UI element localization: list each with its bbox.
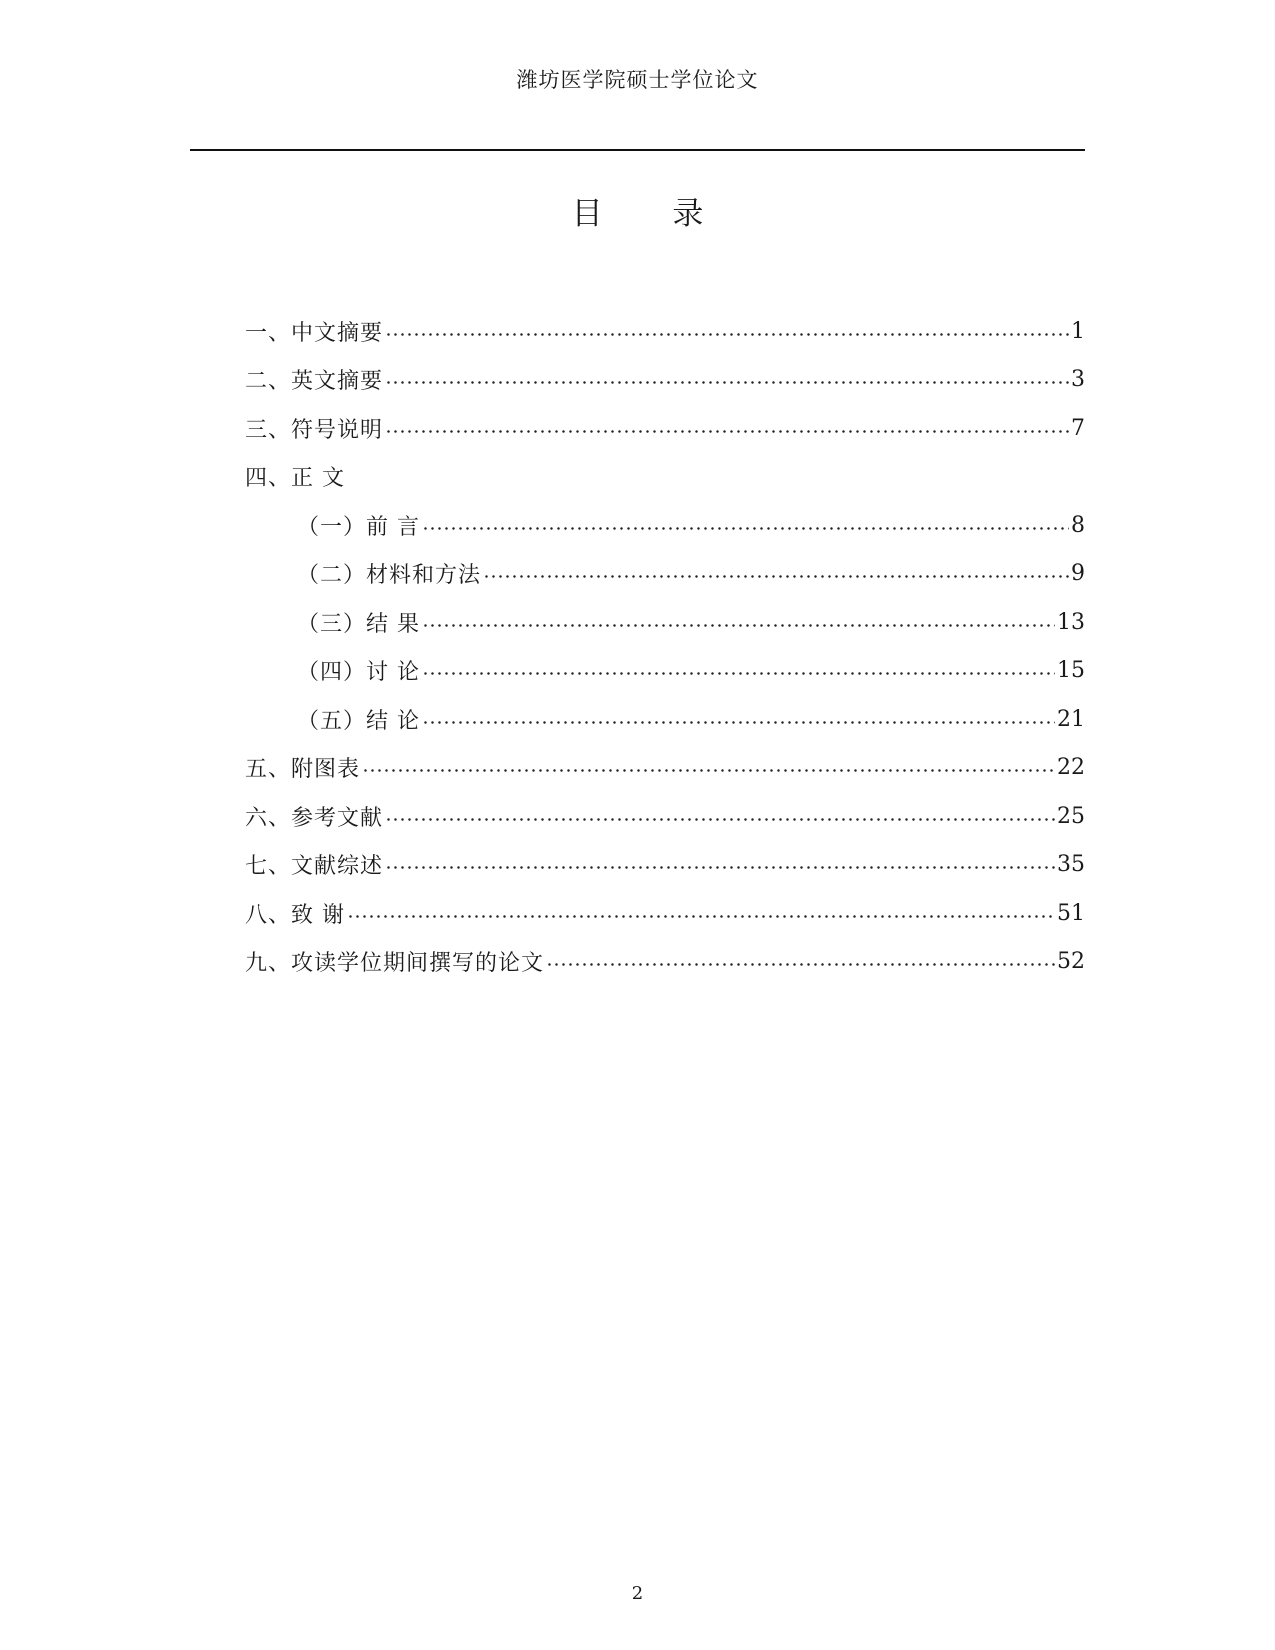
toc-entry-label: （二）材料和方法 — [297, 563, 482, 589]
toc-entry-page: 1 — [1071, 318, 1085, 344]
toc-entry-page: 3 — [1071, 367, 1085, 393]
toc-entry-label: 四、正 文 — [245, 466, 345, 492]
toc-entry-label: （四）讨 论 — [297, 660, 420, 686]
header-divider — [190, 149, 1085, 151]
toc-dot-leader — [422, 672, 1055, 675]
toc-entry-label: 二、英文摘要 — [245, 369, 384, 395]
toc-subentry[interactable] — [245, 647, 1085, 696]
toc-dot-leader — [422, 527, 1069, 530]
toc-entry-label: 九、攻读学位期间撰写的论文 — [245, 951, 545, 977]
toc-subentry[interactable] — [245, 695, 1085, 744]
toc-dot-leader — [385, 381, 1069, 384]
toc-entry[interactable] — [245, 792, 1085, 841]
table-of-contents — [245, 307, 1085, 986]
toc-entry-page: 51 — [1057, 900, 1085, 926]
toc-entry-label: 六、参考文献 — [245, 805, 384, 831]
toc-subentry[interactable] — [245, 598, 1085, 647]
toc-entry-page: 35 — [1057, 852, 1085, 878]
toc-dot-leader — [422, 624, 1055, 627]
toc-entry[interactable] — [245, 744, 1085, 793]
toc-entry-label: （三）结 果 — [297, 611, 420, 637]
toc-entry-label: 一、中文摘要 — [245, 320, 384, 346]
toc-entry-page: 15 — [1057, 658, 1085, 684]
toc-subentry[interactable] — [245, 501, 1085, 550]
toc-entry-page: 7 — [1071, 415, 1085, 441]
toc-entry-label: 八、致 谢 — [245, 902, 345, 928]
toc-dot-leader — [483, 575, 1069, 578]
toc-entry-page: 25 — [1057, 803, 1085, 829]
toc-entry-label: 三、符号说明 — [245, 417, 384, 443]
toc-entry[interactable] — [245, 938, 1085, 987]
toc-entry-label: 七、文献综述 — [245, 854, 384, 880]
running-header-title: 潍坊医学院硕士学位论文 — [516, 68, 759, 92]
toc-dot-leader — [546, 963, 1055, 966]
toc-entry-page: 21 — [1057, 706, 1085, 732]
toc-entry[interactable] — [245, 307, 1085, 356]
toc-entry-page: 9 — [1071, 561, 1085, 587]
toc-dot-leader — [385, 818, 1055, 821]
toc-entry[interactable] — [245, 453, 1085, 502]
toc-dot-leader — [422, 721, 1055, 724]
toc-heading: 目 录 — [571, 196, 734, 232]
toc-entry[interactable] — [245, 404, 1085, 453]
toc-entry[interactable] — [245, 841, 1085, 890]
toc-entry-page: 13 — [1057, 609, 1085, 635]
toc-subentry[interactable] — [245, 550, 1085, 599]
toc-entry-label: （一）前 言 — [297, 514, 420, 540]
toc-entry-label: 五、附图表 — [245, 757, 361, 783]
toc-dot-leader — [347, 915, 1055, 918]
toc-entry-page: 52 — [1057, 949, 1085, 975]
toc-entry[interactable] — [245, 356, 1085, 405]
toc-entry-page: 22 — [1057, 755, 1085, 781]
toc-entry-label: （五）结 论 — [297, 708, 420, 734]
toc-dot-leader — [385, 866, 1055, 869]
toc-dot-leader — [385, 430, 1069, 433]
toc-dot-leader — [385, 333, 1069, 336]
toc-dot-leader — [362, 769, 1055, 772]
toc-entry[interactable] — [245, 889, 1085, 938]
page-number: 2 — [631, 1583, 644, 1604]
toc-entry-page: 8 — [1071, 512, 1085, 538]
